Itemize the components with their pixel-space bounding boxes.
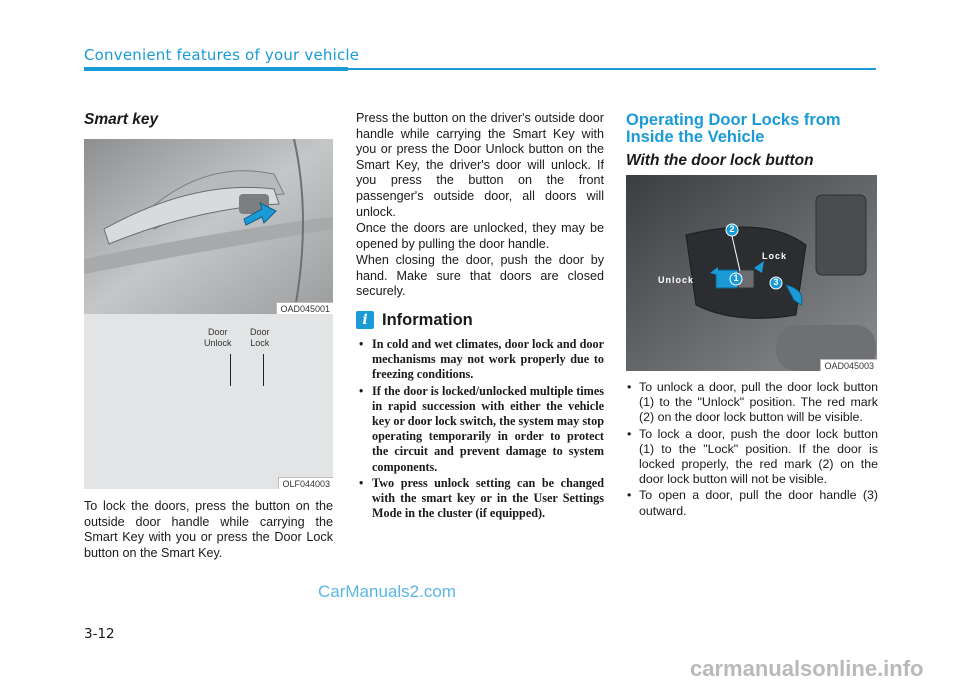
lock-instructions: To lock the doors, press the button on the outside door handle while carrying the Smart Key with you or press the Door Lock button on the Smart Key. bbox=[84, 499, 333, 560]
info-icon: i bbox=[356, 311, 374, 329]
section-header: Convenient features of your vehicle bbox=[84, 46, 360, 64]
unlock-label: Unlock bbox=[658, 275, 695, 285]
door-unlock-label: Door Unlock bbox=[204, 327, 232, 348]
smart-key-title: Smart key bbox=[84, 111, 159, 128]
list-item: • In cold and wet climates, door lock and door mechanisms may not work properly due to freezing conditions. bbox=[356, 337, 604, 383]
image-code: OAD045001 bbox=[276, 302, 333, 314]
header-rule-accent bbox=[84, 67, 348, 71]
lock-label: Lock bbox=[762, 251, 788, 261]
interior-door-image bbox=[626, 175, 877, 371]
image-code: OLF044003 bbox=[278, 477, 333, 489]
page-number: 3-12 bbox=[84, 626, 115, 642]
callout-1: 1 bbox=[733, 273, 739, 283]
list-item: • Two press unlock setting can be changed with the smart key or in the User Settings Mode in the cluster (if equipped). bbox=[356, 476, 604, 522]
door-handle-image bbox=[84, 139, 333, 314]
header-rule bbox=[348, 68, 876, 70]
list-item: • To lock a door, push the door lock button (1) to the "Lock" position. If the door is locked properly, the red mark (2) on the door lock button will not be visible. bbox=[626, 427, 878, 488]
watermark-link[interactable]: CarManuals2.com bbox=[318, 582, 456, 601]
smart-key-fob-image bbox=[84, 314, 333, 489]
open-paragraph: Once the doors are unlocked, they may be opened by pulling the door handle. bbox=[356, 221, 604, 251]
door-lock-label: Door Lock bbox=[250, 327, 270, 348]
list-item: • If the door is locked/unlocked multiple times in rapid succession with either the vehicle key or door lock switch, the system may stop operating temporarily in order to protect the circuit and prevent damage to system components. bbox=[356, 384, 604, 475]
information-list bbox=[356, 337, 604, 522]
information-heading: Information bbox=[382, 311, 473, 329]
callout-2: 2 bbox=[729, 224, 735, 234]
list-item: • To unlock a door, pull the door lock button (1) to the "Unlock" position. The red mark (2) on the door lock button will be visible. bbox=[626, 380, 878, 426]
image-code: OAD045003 bbox=[820, 359, 877, 371]
door-handle-illustration bbox=[84, 139, 333, 314]
unlock-paragraph: Press the button on the driver's outside door handle while carrying the Smart Key with you or press the Door Unlock button on the Smart Key, the driver's door will unlock. If you press the button on the front passenger's outside door, all doors will unlock. bbox=[356, 111, 604, 219]
watermark-footer: carmanualsonline.info bbox=[690, 656, 924, 681]
lock-leader-line bbox=[263, 354, 264, 386]
door-lock-steps bbox=[626, 380, 878, 520]
unlock-leader-line bbox=[230, 354, 231, 386]
door-lock-button-subtitle: With the door lock button bbox=[626, 152, 814, 169]
list-item: • To open a door, pull the door handle (3) outward. bbox=[626, 488, 878, 518]
door-locks-section-title: Operating Door Locks from Inside the Vehicle bbox=[626, 111, 841, 146]
callout-3: 3 bbox=[773, 277, 779, 287]
interior-door-illustration bbox=[626, 175, 877, 371]
close-paragraph: When closing the door, push the door by hand. Make sure that doors are closed securely. bbox=[356, 253, 604, 299]
